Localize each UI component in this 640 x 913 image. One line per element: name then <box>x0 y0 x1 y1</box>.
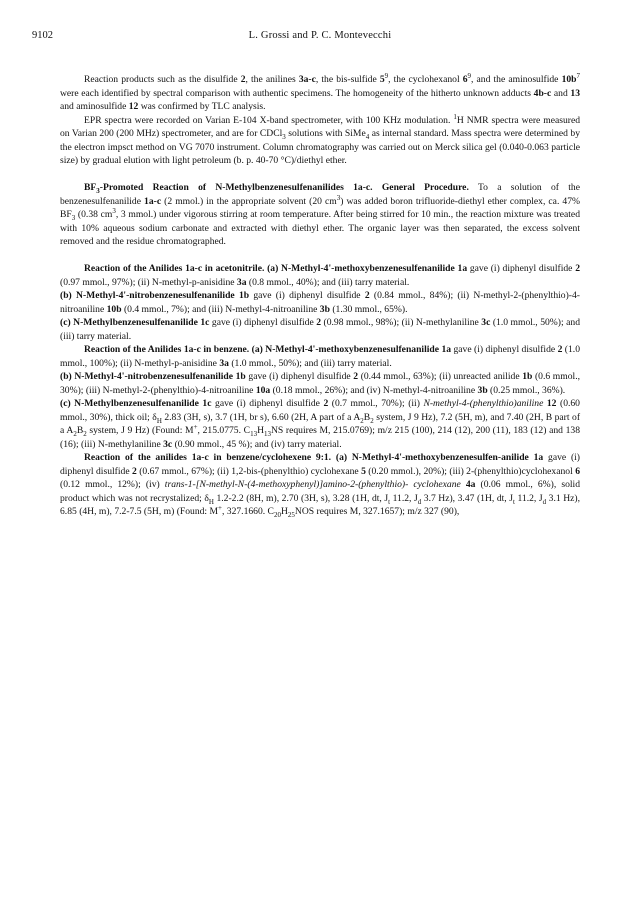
paragraph-benzene-1a: Reaction of the Anilides 1a-c in benzene. (a) N-Methyl-4'-methoxybenzenesulfenanilide 1a gave (i) diphenyl disulfide 2 (1.0 mmol., 100%); (ii) N-methyl-p-anisidine 3a (1.0 mmol., 50%); and (iii) tarry material. <box>60 344 580 369</box>
paragraph-acetonitrile-1c: (c) N-Methylbenzenesulfenanilide 1c gave (i) diphenyl disulfide 2 (0.98 mmol., 98%); (ii) N-methylaniline 3c (1.0 mmol., 50%); and (iii) tarry material. <box>60 317 580 342</box>
page-header <box>32 30 608 44</box>
paragraph-benzene-1b: (b) N-Methyl-4'-nitrobenzenesulfenanilide 1b gave (i) diphenyl disulfide 2 (0.44 mmol., 63%); (ii) unreacted anilide 1b (0.6 mmol., 30%); (iii) N-methyl-2-(phenylthio)-4-nitroaniline 10a (0.18 mmol., 26%); and (iv) N-methyl-4-nitroaniline 3b (0.25 mmol., 36%). <box>60 371 580 396</box>
paragraph-benzene-1c: (c) N-Methylbenzenesulfenanilide 1c gave (i) diphenyl disulfide 2 (0.7 mmol., 70%); (ii) N-methyl-4-(phenylthio)aniline 12 (0.60 mmol., 30%), thick oil; $\delta_H$ 2.83 (3H, s), 3.7 (1H, br s), 6.60 (2H, A part of a $A_2B_2$ system, J 9 Hz), 7.2 (5H, m), and 7.40 (2H, B part of a $A_2B_2$ system, J 9 Hz) (Found: M+, 215.0775. $C_{13}H_{13}NS$ requires M, 215.0769); m/z 215 (100), 214 (12), 200 (11), 183 (12) and 138 (16); (iii) N-methylaniline 3c (0.90 mmol., 45 %); and (iv) tarry material. <box>60 398 581 450</box>
running-head: L. Grossi and P. C. Montevecchi <box>248 30 392 41</box>
paragraph-instrumentation: EPR spectra were recorded on Varian E-104 X-band spectrometer, with 100 KHz modulation. $^1$H NMR spectra were measured on Varian 200 (200 MHz) spectrometer, and are for CDCl$_3$ solutions with SiMe$_4$ as internal standard. Mass spectra were determined by the electron impsct method on VG 7070 instrument. Column chromatography was carried out on Merck silica gel (0.040-0.063 particle size) by gradual elution with light petroleum (b. p. 40-70 °C)/diethyl ether. <box>60 112 580 166</box>
paragraph-acetonitrile-1b: (b) N-Methyl-4'-nitrobenzenesulfenanilide 1b gave (i) diphenyl disulfide 2 (0.84 mmol., 84%); (ii) N-methyl-2-(phenylthio)-4-nitroaniline 10b (0.4 mmol., 7%); and (iii) N-methyl-4-nitroaniline 3b (1.30 mmol., 65%). <box>60 290 580 315</box>
paragraph-general-procedure: $BF_3$-Promoted Reaction of N-Methylbenzenesulfenanilides 1a-c. General Procedure. To a solution of the benzenesulfenanilide 1a-c (2 mmol.) in the appropriate solvent (20 $cm^3$) was added boron trifluoride-diethyl ether complex, ca. 47% $BF_3$ (0.38 $cm^3$, 3 mmol.) under vigorous stirring at room temperature. After being stirred for 10 min., the reaction mixture was treated with 10% aqueous sodium carbonate and extracted with diethyl ether. The organic layer was then separated, the excess solvent removed and the residue chromatographed. <box>60 182 580 247</box>
paragraph-reaction-products: Reaction products such as the disulfide 2, the anilines 3a-c, the bis-sulfide $5^9$, the cyclohexanol $6^9$, and the aminosulfide $10b^7$ were each identified by spectral comparison with authentic specimens. The homogeneity of the hitherto unknown adducts 4b-c and 13 and aminosulfide 12 was confirmed by TLC analysis. <box>60 71 580 112</box>
paragraph-acetonitrile-1a: Reaction of the Anilides 1a-c in acetonitrile. (a) N-Methyl-4'-methoxybenzenesulfenanilide 1a gave (i) diphenyl disulfide 2 (0.97 mmol., 97%); (ii) N-methyl-p-anisidine 3a (0.8 mmol., 40%); and (iii) tarry material. <box>60 263 580 288</box>
experimental-section <box>60 73 580 519</box>
paragraph-cyclohexene-1a: Reaction of the anilides 1a-c in benzene/cyclohexene 9:1. (a) N-Methyl-4'-methoxybenzenesulfen-anilide 1a gave (i) diphenyl disulfide 2 (0.67 mmol., 67%); (ii) 1,2-bis-(phenylthio) cyclohexane 5 (0.20 mmol.), 20%); (iii) 2-(phenylthio)cyclohexanol 6 (0.12 mmol., 12%); (iv) trans-1-[N-methyl-N-(4-methoxyphenyl)]amino-2-(phenylthio)- cyclohexane 4a (0.06 mmol., 6%), solid product which was not recrystalized; $\delta_H$ 1.2-2.2 (8H, m), 2.70 (3H, s), 3.28 (1H, dt, $J_t$ 11.2, $J_d$ 3.7 Hz), 3.47 (1H, dt, $J_t$ 11.2, $J_d$ 3.1 Hz), 6.85 (4H, m), 7.2-7.5 (5H, m) (Found: M+, 327.1660. $C_{20}H_{25}NOS$ requires M, 327.1657); m/z 327 (90), <box>60 452 580 519</box>
page-number: 9102 <box>32 30 53 41</box>
